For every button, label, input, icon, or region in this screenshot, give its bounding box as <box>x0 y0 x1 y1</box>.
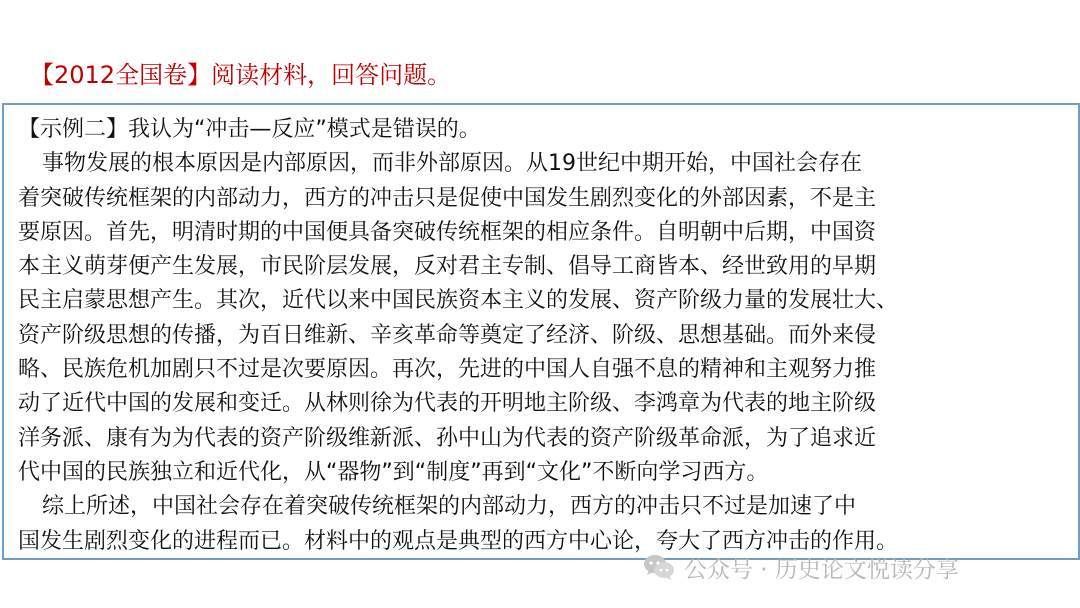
paragraph-1-line-6: 资产阶级思想的传播，为百日维新、辛亥革命等奠定了经济、阶级、思想基础。而外来侵 <box>18 322 877 348</box>
paragraph-1-line-10: 代中国的民族独立和近代化，从“器物”到“制度”再到“文化”不断向学习西方。 <box>18 459 769 485</box>
conclusion-line-1: 综上所述，中国社会存在着突破传统框架的内部动力，西方的冲击只不过是加速了中 <box>42 494 857 520</box>
paragraph-1-line-9: 洋务派、康有为为代表的资产阶级维新派、孙中山为代表的资产阶级革命派，为了追求近 <box>18 425 877 451</box>
paragraph-1-line-8: 动了近代中国的发展和变迁。从林则徐为代表的开明地主阶级、李鸿章为代表的地主阶级 <box>18 391 877 417</box>
paragraph-1-line-3: 要原因。首先，明清时期的中国便具备突破传统框架的相应条件。自明朝中后期，中国资 <box>18 219 877 245</box>
example-heading: 【示例二】我认为“冲击—反应”模式是错误的。 <box>18 117 481 142</box>
wechat-icon <box>642 552 676 582</box>
paragraph-1-line-1: 事物发展的根本原因是内部原因，而非外部原因。从19世纪中期开始，中国社会存在 <box>42 151 862 177</box>
watermark-text: 公众号 · 历史论文悦读分享 <box>684 556 959 583</box>
material-text-box <box>2 103 1080 560</box>
material-text <box>18 113 1080 559</box>
paragraph-1-line-5: 民主启蒙思想产生。其次，近代以来中国民族资本主义的发展、资产阶级力量的发展壮大、 <box>18 288 899 314</box>
paragraph-1-line-7: 略、民族危机加剧只不过是次要原因。再次，先进的中国人自强不息的精神和主观努力推 <box>18 357 877 383</box>
slide-title: 【2012全国卷】阅读材料，回答问题。 <box>30 61 452 89</box>
paragraph-1-line-2: 着突破传统框架的内部动力，西方的冲击只是促使中国发生剧烈变化的外部因素，不是主 <box>18 185 877 211</box>
paragraph-1-line-4: 本主义萌芽便产生发展，市民阶层发展，反对君主专制、倡导工商皆本、经世致用的早期 <box>18 254 877 280</box>
watermark <box>642 550 959 584</box>
conclusion-line-2: 国发生剧烈变化的进程而已。材料中的观点是典型的西方中心论，夸大了西方冲击的作用。 <box>18 528 899 554</box>
